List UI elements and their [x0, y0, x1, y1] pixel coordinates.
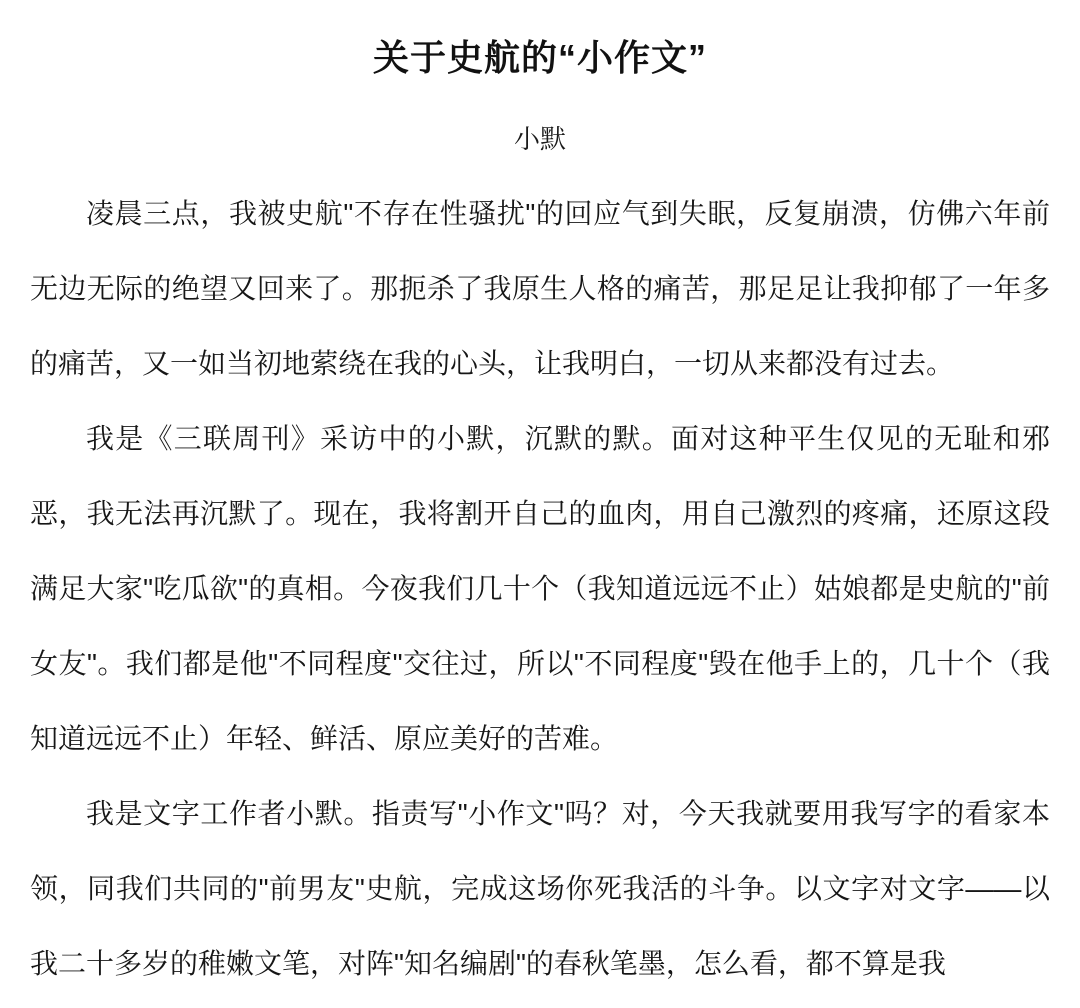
document-body: [30, 176, 1050, 1001]
document-title: 关于史航的“小作文”: [372, 37, 707, 78]
paragraph-2: 我是《三联周刊》采访中的小默，沉默的默。面对这种平生仅见的无耻和邪恶，我无法再沉默了。现在，我将割开自己的血肉，用自己激烈的疼痛，还原这段满足大家"吃瓜欲"的真相。今夜我们几十个（我知道远远不止）姑娘都是史航的"前女友"。我们都是他"不同程度"交往过，所以"不同程度"毁在他手上的，几十个（我知道远远不止）年轻、鲜活、原应美好的苦难。: [30, 423, 1050, 754]
document-author: 小默: [513, 124, 566, 154]
paragraph-1: 凌晨三点，我被史航"不存在性骚扰"的回应气到失眠，反复崩溃，仿佛六年前无边无际的绝望又回来了。那扼杀了我原生人格的痛苦，那足足让我抑郁了一年多的痛苦，又一如当初地萦绕在我的心头，让我明白，一切从来都没有过去。: [30, 198, 1050, 379]
paragraph-3: 我是文字工作者小默。指责写"小作文"吗？对，今天我就要用我写字的看家本领，同我们共同的"前男友"史航，完成这场你死我活的斗争。以文字对文字——以我二十多岁的稚嫩文笔，对阵"知名编剧"的春秋笔墨，怎么看，都不算是我: [30, 798, 1050, 979]
